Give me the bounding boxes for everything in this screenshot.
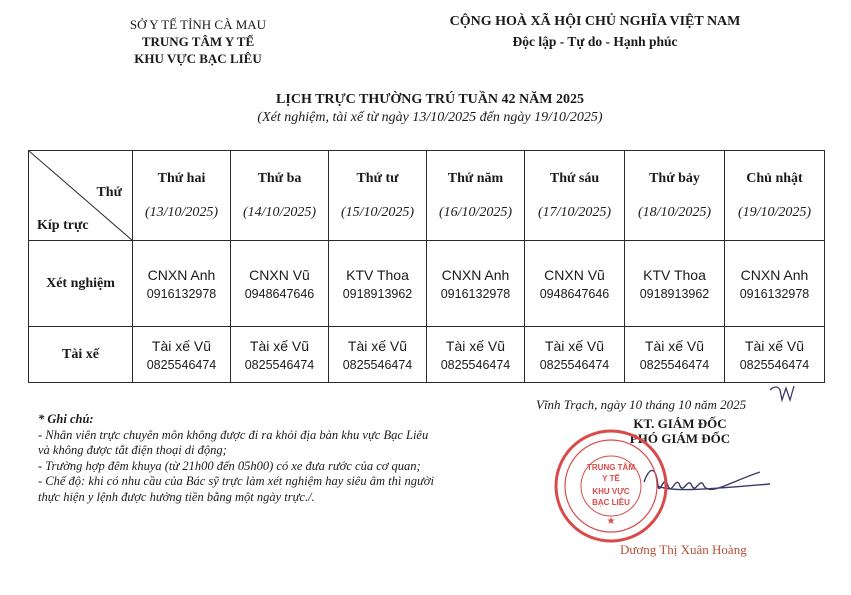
duty-cell xyxy=(329,241,427,327)
staff-name: Tài xế Vũ xyxy=(544,337,605,354)
day-name: Thứ tư xyxy=(356,170,399,186)
duty-cell xyxy=(625,241,725,327)
note-line: - Chế độ: khi có nhu cầu của Bác sỹ trực làm xét nghiệm hay siêu âm thì người xyxy=(38,474,434,488)
center-region: KHU VỰC BẠC LIÊU xyxy=(134,51,262,66)
staff-name: CNXN Anh xyxy=(147,266,216,283)
stamp-star-icon: ★ xyxy=(606,516,616,527)
staff-name: Tài xế Vũ xyxy=(347,337,408,354)
day-header xyxy=(231,151,329,241)
duty-cell xyxy=(725,327,825,383)
header-right xyxy=(410,12,780,52)
staff-phone: 0825546474 xyxy=(440,357,511,372)
day-date: (13/10/2025) xyxy=(144,204,219,220)
document-subtitle: (Xét nghiệm, tài xế từ ngày 13/10/2025 đến ngày 19/10/2025) xyxy=(257,110,603,125)
day-header xyxy=(725,151,825,241)
national-motto: Độc lập - Tự do - Hạnh phúc xyxy=(512,34,678,49)
day-name: Thứ bảy xyxy=(649,170,700,186)
day-date: (18/10/2025) xyxy=(637,204,712,220)
day-header xyxy=(133,151,231,241)
schedule-table xyxy=(28,150,825,383)
duty-cell xyxy=(231,327,329,383)
staff-phone: 0825546474 xyxy=(342,357,413,372)
day-name: Thứ năm xyxy=(447,170,504,186)
duty-cell xyxy=(525,241,625,327)
national-title: CỘNG HOÀ XÃ HỘI CHỦ NGHĨA VIỆT NAM xyxy=(449,14,741,29)
duty-cell xyxy=(427,327,525,383)
table-row xyxy=(29,241,825,327)
kt-label: KT. GIÁM ĐỐC xyxy=(633,416,727,431)
staff-name: CNXN Anh xyxy=(441,266,510,283)
stamp-line-4: BẠC LIÊU xyxy=(592,498,630,507)
day-date: (14/10/2025) xyxy=(242,204,317,220)
staff-phone: 0916132978 xyxy=(440,286,511,301)
corner-shift-label: Kíp trực xyxy=(37,218,89,233)
staff-phone: 0948647646 xyxy=(539,286,610,301)
day-header xyxy=(525,151,625,241)
note-line: - Nhân viên trực chuyên môn không được đi ra khỏi địa bàn khu vực Bạc Liêu xyxy=(38,427,429,442)
notes-block xyxy=(38,412,508,505)
staff-phone: 0918913962 xyxy=(639,286,710,301)
center-name: TRUNG TÂM Y TẾ xyxy=(141,34,255,49)
stamp-line-2: Y TẾ xyxy=(602,474,620,483)
corner-cell xyxy=(29,151,133,241)
day-date: (15/10/2025) xyxy=(340,204,415,220)
table-header-row xyxy=(29,151,825,241)
stamp-line-1: TRUNG TÂM xyxy=(587,463,635,472)
staff-name: Tài xế Vũ xyxy=(644,337,705,354)
day-name: Thứ ba xyxy=(257,170,302,186)
notes-title: * Ghi chú: xyxy=(38,412,94,426)
staff-phone: 0825546474 xyxy=(244,357,315,372)
duty-cell xyxy=(133,241,231,327)
day-name: Chủ nhật xyxy=(746,170,803,186)
day-name: Thứ hai xyxy=(157,170,206,186)
duty-cell xyxy=(133,327,231,383)
position-label: PHÓ GIÁM ĐỐC xyxy=(629,431,731,446)
staff-phone: 0825546474 xyxy=(539,357,610,372)
official-stamp xyxy=(553,428,669,544)
day-date: (19/10/2025) xyxy=(737,204,812,220)
staff-name: Tài xế Vũ xyxy=(249,337,310,354)
note-line: - Trường hợp đêm khuya (từ 21h00 đến 05h00) có xe đưa rước của cơ quan; xyxy=(38,458,421,473)
stamp-line-3: KHU VỰC xyxy=(592,487,630,496)
duty-cell xyxy=(329,327,427,383)
corner-day-label: Thứ xyxy=(96,185,122,200)
staff-phone: 0825546474 xyxy=(739,357,810,372)
day-header xyxy=(427,151,525,241)
duty-cell xyxy=(231,241,329,327)
duty-cell xyxy=(725,241,825,327)
note-line: và không được tắt điện thoại di động; xyxy=(38,443,227,457)
staff-name: CNXN Vũ xyxy=(249,266,310,283)
staff-name: KTV Thoa xyxy=(643,266,706,283)
header-left xyxy=(88,16,308,67)
staff-phone: 0825546474 xyxy=(639,357,710,372)
staff-name: CNXN Anh xyxy=(740,266,809,283)
initials-mark xyxy=(768,382,802,406)
duty-cell xyxy=(427,241,525,327)
staff-name: Tài xế Vũ xyxy=(151,337,212,354)
staff-phone: 0916132978 xyxy=(739,286,810,301)
note-line: thực hiện y lệnh được hưởng tiền bằng một ngày trực./. xyxy=(38,489,315,504)
staff-phone: 0948647646 xyxy=(244,286,315,301)
duty-cell xyxy=(625,327,725,383)
day-header xyxy=(329,151,427,241)
document-title: LỊCH TRỰC THƯỜNG TRÚ TUẦN 42 NĂM 2025 xyxy=(276,92,584,107)
place-date: Vĩnh Trạch, ngày 10 tháng 10 năm 2025 xyxy=(536,397,747,412)
day-date: (16/10/2025) xyxy=(438,204,513,220)
staff-phone: 0916132978 xyxy=(146,286,217,301)
row-label-driver: Tài xế xyxy=(29,327,133,383)
row-label-lab: Xét nghiệm xyxy=(29,241,133,327)
day-date: (17/10/2025) xyxy=(537,204,612,220)
staff-name: KTV Thoa xyxy=(346,266,409,283)
staff-phone: 0825546474 xyxy=(146,357,217,372)
staff-name: Tài xế Vũ xyxy=(445,337,506,354)
duty-cell xyxy=(525,327,625,383)
signer-name: Dương Thị Xuân Hoàng xyxy=(620,542,747,557)
staff-name: Tài xế Vũ xyxy=(744,337,805,354)
staff-phone: 0918913962 xyxy=(342,286,413,301)
department-name: SỞ Y TẾ TỈNH CÀ MAU xyxy=(129,17,267,32)
table-row xyxy=(29,327,825,383)
staff-name: CNXN Vũ xyxy=(544,266,605,283)
day-header xyxy=(625,151,725,241)
day-name: Thứ sáu xyxy=(549,170,600,186)
